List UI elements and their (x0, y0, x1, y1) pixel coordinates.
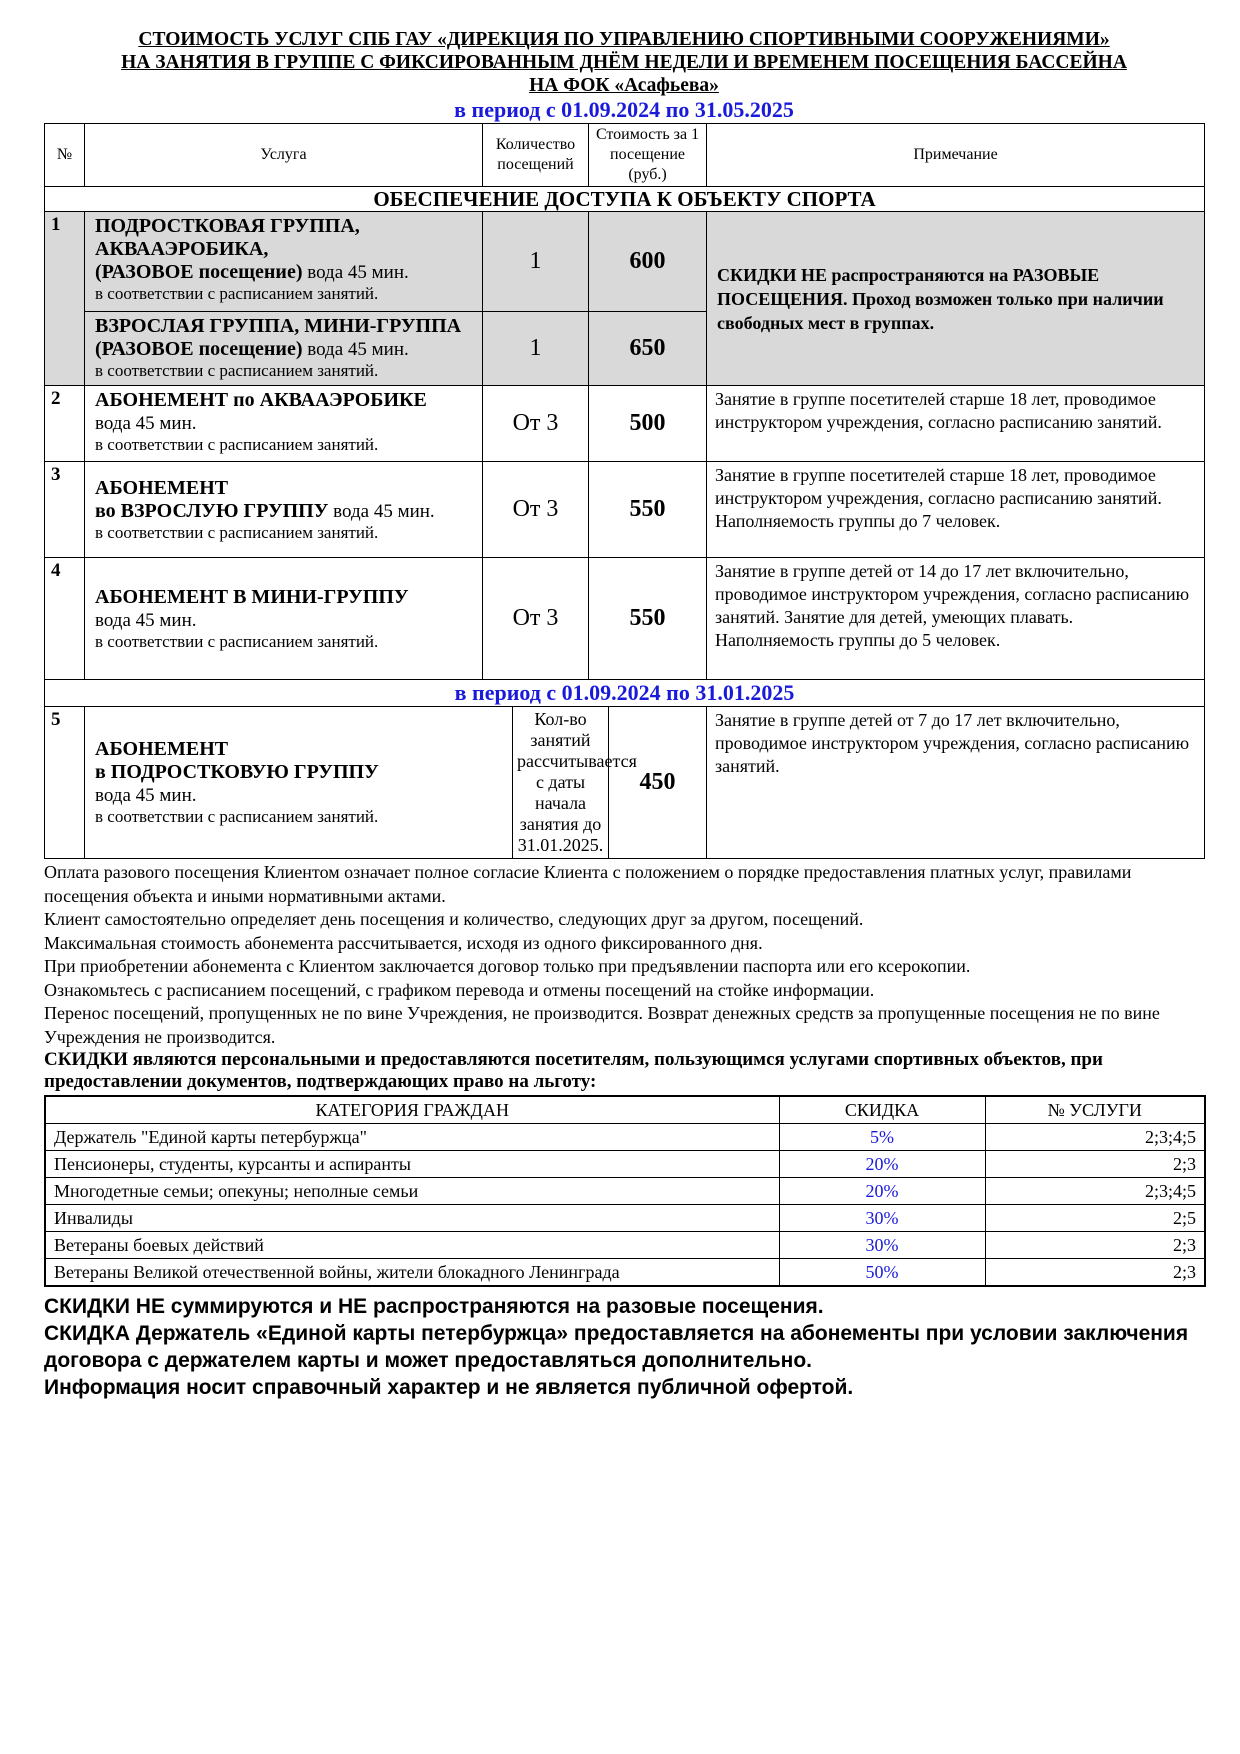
note-cell: СКИДКИ НЕ распространяются на РАЗОВЫЕ ПОСЕЩЕНИЯ. Проход возможен только при наличии свободных мест в группах. (707, 212, 1205, 386)
discount-services: 2;3;4;5 (985, 1178, 1205, 1205)
discount-row (45, 1205, 1205, 1232)
discount-services: 2;3 (985, 1151, 1205, 1178)
discount-header-category: КАТЕГОРИЯ ГРАЖДАН (45, 1096, 779, 1124)
row-num: 4 (45, 558, 85, 680)
service-title: ПОДРОСТКОВАЯ ГРУППА, АКВААЭРОБИКА, (95, 215, 360, 260)
doc-title-line2: НА ЗАНЯТИЯ В ГРУППЕ С ФИКСИРОВАННЫМ ДНЁМ НЕДЕЛИ И ВРЕМЕНЕМ ПОСЕЩЕНИЯ БАССЕЙНА (121, 52, 1127, 73)
discount-category: Многодетные семьи; опекуны; неполные семьи (45, 1178, 779, 1205)
discount-intro: СКИДКИ являются персональными и предоставляются посетителям, пользующимся услугами спортивных объектов, при предоставлении документов, подтверждающих право на льготу: (44, 1049, 1103, 1092)
discount-header-row (45, 1096, 1205, 1124)
discount-value: 50% (779, 1259, 985, 1287)
service-schedule: в соответствии с расписанием занятий. (95, 807, 379, 826)
term-item: Максимальная стоимость абонемента рассчитывается, исходя из одного фиксированного дня. (44, 932, 763, 953)
doc-title-line3: НА ФОК «Асафьева» (529, 75, 719, 96)
discount-category: Инвалиды (45, 1205, 779, 1232)
document (44, 28, 1204, 1401)
service-cell (85, 312, 483, 386)
footer-line: СКИДКА Держатель «Единой карты петербуржца» предоставляется на абонементы при условии заключения договора с держателем карты и может предоставляться дополнительно. (44, 1322, 1189, 1372)
service-title: АБОНЕМЕНТ (95, 476, 229, 499)
service-water: вода 45 мин. (307, 262, 409, 283)
service-title: АБОНЕМЕНТ (95, 738, 229, 760)
discount-row (45, 1259, 1205, 1287)
price-cell: 500 (589, 386, 707, 462)
term-item: Ознакомьтесь с расписанием посещений, с графиком перевода и отмены посещений на стойке информации. (44, 979, 875, 1000)
service-subtitle: (РАЗОВОЕ посещение) (95, 338, 303, 360)
period-row (45, 680, 1205, 707)
service-water: вода 45 мин. (95, 413, 197, 434)
table-row (45, 212, 1205, 312)
discount-services: 2;5 (985, 1205, 1205, 1232)
discount-row (45, 1151, 1205, 1178)
service-schedule: в соответствии с расписанием занятий. (95, 631, 379, 651)
service-title: ВЗРОСЛАЯ ГРУППА, МИНИ-ГРУППА (95, 315, 462, 337)
discount-category: Ветераны боевых действий (45, 1232, 779, 1259)
service-title: АБОНЕМЕНТ В МИНИ-ГРУППУ (95, 585, 409, 608)
count-cell: 1 (483, 212, 589, 312)
service-water: вода 45 мин. (333, 500, 435, 522)
price-cell: 650 (589, 312, 707, 386)
row-num: 2 (45, 386, 85, 462)
discount-value: 20% (779, 1178, 985, 1205)
term-item: Перенос посещений, пропущенных не по вине Учреждения, не производится. Возврат денежных средств за пропущенные посещения не по вине Учреждения не производится. (44, 1003, 1160, 1047)
discount-value: 30% (779, 1232, 985, 1259)
price-cell: 600 (589, 212, 707, 312)
count-cell: От 3 (483, 462, 589, 558)
table-row (45, 558, 1205, 680)
header-count: Количество посещений (483, 124, 589, 187)
count-cell: Кол-во занятий рассчитывается с даты начала занятия до 31.01.2025. (513, 707, 609, 859)
service-water: вода 45 мин. (307, 339, 409, 360)
service-schedule: в соответствии с расписанием занятий. (95, 284, 379, 303)
discount-table (44, 1095, 1206, 1287)
footer-line: СКИДКИ НЕ суммируются и НЕ распространяются на разовые посещения. (44, 1295, 824, 1318)
service-subtitle: в ПОДРОСТКОВУЮ ГРУППУ (95, 761, 379, 783)
discount-row (45, 1232, 1205, 1259)
count-cell: От 3 (483, 558, 589, 680)
discount-value: 20% (779, 1151, 985, 1178)
discount-header-services: № УСЛУГИ (985, 1096, 1205, 1124)
header-price: Стоимость за 1 посещение (руб.) (589, 124, 707, 187)
price-cell: 550 (589, 558, 707, 680)
price-table (44, 123, 1205, 859)
service-cell (85, 707, 513, 859)
service-cell (85, 558, 483, 680)
section-row (45, 187, 1205, 212)
discount-category: Пенсионеры, студенты, курсанты и аспиранты (45, 1151, 779, 1178)
header-service: Услуга (85, 124, 483, 187)
note-cell: Занятие в группе детей от 7 до 17 лет включительно, проводимое инструктором учреждения, согласно расписанию занятий. (707, 707, 1205, 859)
price-cell: 550 (589, 462, 707, 558)
period-main: в период с 01.09.2024 по 31.05.2025 (454, 97, 794, 122)
footer-line: Информация носит справочный характер и не является публичной офертой. (44, 1376, 854, 1399)
doc-title-line1: СТОИМОСТЬ УСЛУГ СПБ ГАУ «ДИРЕКЦИЯ ПО УПРАВЛЕНИЮ СПОРТИВНЫМИ СООРУЖЕНИЯМИ» (138, 29, 1110, 50)
service-schedule: в соответствии с расписанием занятий. (95, 361, 379, 380)
count-cell: 1 (483, 312, 589, 386)
terms-list (44, 861, 1204, 1049)
table-row (45, 707, 1205, 859)
term-item: При приобретении абонемента с Клиентом заключается договор только при предъявлении паспорта или его ксерокопии. (44, 956, 971, 976)
discount-row (45, 1124, 1205, 1151)
service-cell (85, 386, 483, 462)
header-num: № (45, 124, 85, 187)
row-num: 5 (45, 707, 85, 859)
price-cell: 450 (609, 707, 707, 859)
service-cell (85, 212, 483, 312)
footer-notes (44, 1293, 1204, 1401)
discount-category: Ветераны Великой отечественной войны, жители блокадного Ленинграда (45, 1259, 779, 1287)
service-subtitle: во ВЗРОСЛУЮ ГРУППУ (95, 499, 329, 522)
section-title: ОБЕСПЕЧЕНИЕ ДОСТУПА К ОБЪЕКТУ СПОРТА (45, 187, 1205, 212)
discount-category: Держатель "Единой карты петербуржца" (45, 1124, 779, 1151)
discount-header-discount: СКИДКА (779, 1096, 985, 1124)
discount-services: 2;3 (985, 1259, 1205, 1287)
discount-value: 5% (779, 1124, 985, 1151)
service-title: АБОНЕМЕНТ по АКВААЭРОБИКЕ (95, 389, 427, 411)
count-cell: От 3 (483, 386, 589, 462)
discount-value: 30% (779, 1205, 985, 1232)
table-row (45, 462, 1205, 558)
service-schedule: в соответствии с расписанием занятий. (95, 435, 379, 454)
discount-services: 2;3 (985, 1232, 1205, 1259)
row-num: 1 (45, 212, 85, 386)
note-cell: Занятие в группе посетителей старше 18 лет, проводимое инструктором учреждения, согласно расписанию занятий. (707, 386, 1205, 462)
period-secondary: в период с 01.09.2024 по 31.01.2025 (45, 680, 1205, 707)
service-water: вода 45 мин. (95, 785, 197, 806)
table-header-row (45, 124, 1205, 187)
service-schedule: в соответствии с расписанием занятий. (95, 522, 379, 542)
row-num: 3 (45, 462, 85, 558)
term-item: Клиент самостоятельно определяет день посещения и количество, следующих друг за другом, посещений. (44, 909, 864, 929)
note-cell: Занятие в группе посетителей старше 18 лет, проводимое инструктором учреждения, согласно расписанию занятий. Наполняемость группы до 7 человек. (707, 462, 1205, 558)
header-note: Примечание (707, 124, 1205, 187)
note-cell: Занятие в группе детей от 14 до 17 лет включительно, проводимое инструктором учреждения, согласно расписанию занятий. Занятие для детей, умеющих плавать. Наполняемость группы до 5 человек. (707, 558, 1205, 680)
table-row (45, 386, 1205, 462)
term-item: Оплата разового посещения Клиентом означает полное согласие Клиента с положением о порядке предоставления платных услуг, правилами посещения объекта и иными нормативными актами. (44, 862, 1132, 906)
service-cell (85, 462, 483, 558)
service-water: вода 45 мин. (95, 609, 197, 631)
service-subtitle: (РАЗОВОЕ посещение) (95, 261, 303, 283)
discount-services: 2;3;4;5 (985, 1124, 1205, 1151)
discount-row (45, 1178, 1205, 1205)
